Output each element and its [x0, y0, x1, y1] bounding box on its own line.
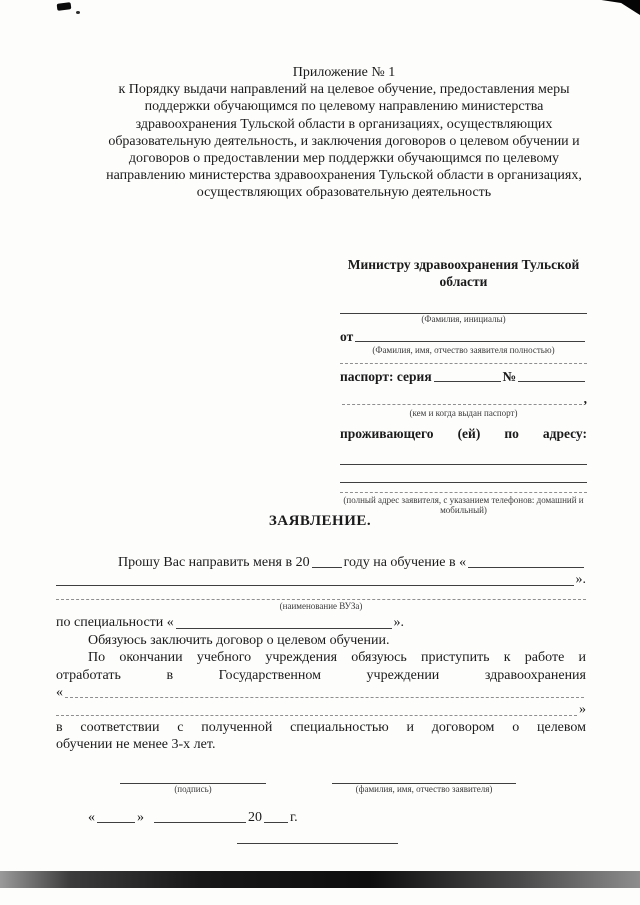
trailing-blank-line	[237, 843, 398, 844]
date-open-quote: «	[88, 810, 95, 825]
date-year-blank	[264, 819, 288, 823]
caption-full-address: (полный адрес заявителя, с указанием телефонов: домашний и мобильный)	[343, 494, 584, 515]
work-obligation-line-3: в соответствии с полученной специальностью и договором о целевом	[56, 719, 586, 735]
address-blank-2	[340, 468, 587, 483]
work-obligation-line-2: отработать в Государственном учреждении здравоохранения	[56, 667, 586, 683]
date-line	[88, 810, 348, 826]
scan-speck-small	[76, 11, 80, 14]
caption-signature: (подпись)	[174, 784, 212, 794]
attachment-order-text: к Порядку выдачи направлений на целевое обучение, предоставления меры поддержки обучающимся по целевому направлению министерства здравоохранения Тульской области в организациях, осуществляющих образовательную деятельность, и заключения договоров о целевом обучении и договоров о предоставлении мер поддержки обучающимся по целевому направлению министерства здравоохранения Тульской области в организациях, осуществляющих образовательную деятельность	[106, 82, 582, 201]
date-year-suffix: г.	[290, 810, 298, 825]
university-blank-2	[56, 582, 574, 586]
work-obligation-line-1: По окончании учебного учреждения обязуюсь приступить к работе и	[88, 650, 586, 666]
scan-speck-top-left	[57, 2, 72, 11]
signature-name-blank	[332, 772, 516, 784]
year-blank	[312, 564, 342, 568]
scan-artifact-top-right	[598, 0, 640, 15]
statement-body	[56, 554, 586, 754]
employer-blank-2	[56, 712, 577, 716]
date-month-blank	[154, 819, 246, 823]
address-blank-3	[340, 483, 587, 493]
passport-issued-row	[340, 391, 587, 408]
date-day-blank	[97, 819, 135, 823]
specialty-label: по специальности «	[56, 615, 174, 631]
employer-open-quote: «	[56, 684, 63, 700]
minister-name-blank	[340, 299, 587, 314]
applicant-name-blank-2	[340, 356, 587, 364]
work-obligation-line-4: обучении не менее 3-х лет.	[56, 737, 216, 753]
attachment-number: Приложение № 1	[292, 65, 396, 80]
caption-signature-name: (фамилия, имя, отчество заявителя)	[355, 784, 493, 794]
caption-university-name: (наименование ВУЗа)	[279, 600, 363, 611]
request-line-2	[56, 571, 586, 588]
signature-block	[56, 772, 586, 795]
employer-blank-1	[65, 694, 584, 698]
scan-artifact-bottom-bar	[0, 871, 640, 888]
employer-line-1	[56, 684, 586, 701]
signature-column	[120, 772, 266, 795]
signature-name-column	[332, 772, 516, 795]
specialty-line	[56, 614, 404, 631]
request-text-mid: году на обучение в «	[343, 555, 467, 570]
passport-issued-blank	[342, 401, 582, 405]
addressee-block	[340, 257, 587, 516]
applicant-name-blank	[355, 338, 585, 342]
specialty-blank	[176, 625, 392, 629]
signature-blank	[120, 772, 266, 784]
university-blank-3	[56, 589, 586, 600]
address-label: проживающего (ей) по адресу:	[340, 426, 587, 441]
specialty-close: ».	[393, 615, 404, 631]
quote-close-period: ».	[575, 572, 586, 588]
employer-close-quote: »	[579, 702, 586, 718]
from-label: от	[340, 328, 354, 344]
addressee-title: Министру здравоохранения Тульской области	[347, 257, 580, 289]
employer-line-2	[56, 701, 586, 718]
passport-series-label: паспорт: серия	[340, 368, 432, 384]
from-row	[340, 329, 587, 346]
passport-number-sign: №	[502, 368, 517, 384]
trailing-comma: ,	[583, 391, 587, 406]
university-blank-1	[468, 564, 584, 568]
obligation-line: Обязуюсь заключить договор о целевом обучении.	[88, 632, 390, 648]
address-blank-1	[340, 450, 587, 465]
request-line-1	[56, 554, 586, 571]
passport-series-blank	[434, 378, 501, 382]
request-text-start: Прошу Вас направить меня в 20	[118, 555, 310, 570]
passport-number-blank	[518, 378, 585, 382]
date-year-prefix: 20	[248, 810, 262, 825]
document-title: ЗАЯВЛЕНИЕ.	[268, 513, 372, 529]
caption-name-initials: (Фамилия, инициалы)	[421, 314, 506, 324]
caption-full-name: (Фамилия, имя, отчество заявителя полностью)	[372, 345, 555, 355]
attachment-header	[98, 64, 590, 202]
caption-passport-issued: (кем и когда выдан паспорт)	[409, 407, 518, 418]
passport-row	[340, 369, 587, 386]
date-close-quote: »	[137, 810, 144, 825]
